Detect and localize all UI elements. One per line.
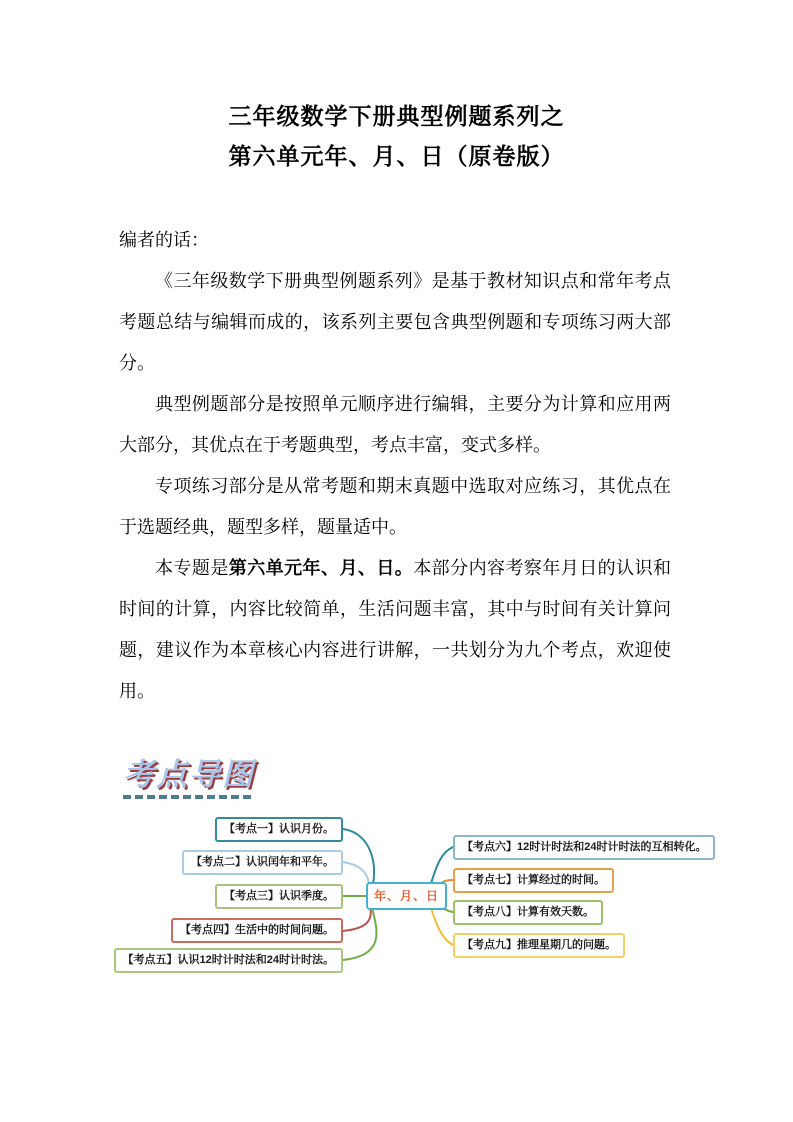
- page-title-line2: 第六单元年、月、日（原卷版）: [228, 143, 565, 169]
- editor-note-heading: 编者的话：: [119, 230, 209, 250]
- page-title-line1: 三年级数学下册典型例题系列之: [228, 103, 565, 129]
- paragraph-series-intro: 《三年级数学下册典型例题系列》是基于教材知识点和常年考点考题总结与编辑而成的，该系列主要包含典型例题和专项练习两大部分。: [119, 271, 671, 373]
- editor-note: [119, 220, 671, 712]
- paragraph-typical-examples: 典型例题部分是按照单元顺序进行编辑，主要分为计算和应用两大部分，其优点在于考题典型，考点丰富，变式多样。: [119, 394, 671, 455]
- mindmap-node-topic9: [453, 933, 625, 958]
- mindmap-node-topic3: [215, 884, 343, 909]
- mindmap-node-topic8: [453, 900, 603, 925]
- mindmap-node-label: 【考点九】推理星期几的问题。: [462, 939, 616, 951]
- mindmap-root-node: [366, 882, 447, 910]
- mindmap-root-label: 年、月、日: [374, 889, 440, 903]
- mindmap-node-topic4: [171, 918, 343, 943]
- connector-topic1: [343, 829, 374, 887]
- mindmap-node-topic1: [215, 817, 343, 842]
- mindmap-node-label: 【考点二】认识闰年和平年。: [191, 856, 334, 868]
- mindmap-node-label: 【考点六】12时计时法和24时计时法的互相转化。: [462, 841, 707, 853]
- mindmap-node-label: 【考点八】计算有效天数。: [462, 906, 594, 918]
- mindmap-node-label: 【考点三】认识季度。: [224, 890, 334, 902]
- mindmap-node-topic7: [453, 868, 614, 893]
- mindmap-node-label: 【考点四】生活中的时间问题。: [180, 924, 334, 936]
- mindmap-section-heading: [123, 758, 255, 799]
- connector-topic5: [343, 907, 376, 960]
- mindmap: [120, 795, 720, 1000]
- mindmap-node-topic2: [182, 850, 343, 875]
- paragraph-unit-topic-prefix: 本专题是: [155, 558, 229, 578]
- page-title: [0, 0, 793, 176]
- paragraph-unit-topic: [119, 548, 671, 712]
- mindmap-section-title: 考点导图: [123, 757, 255, 793]
- mindmap-node-label: 【考点一】认识月份。: [224, 823, 334, 835]
- mindmap-node-label: 【考点七】计算经过的时间。: [462, 874, 605, 886]
- mindmap-node-label: 【考点五】认识12时计时法和24时计时法。: [122, 954, 334, 966]
- mindmap-node-topic6: [453, 835, 715, 860]
- paragraph-unit-topic-rest: 本部分内容考察年月日的认识和时间的计算，内容比较简单，生活问题丰富，其中与时间有关计算问题，建议作为本章核心内容进行讲解，一共划分为九个考点，欢迎使用。: [119, 558, 672, 701]
- paragraph-unit-topic-bold: 第六单元年、月、日。: [228, 558, 414, 578]
- paragraph-special-practice: 专项练习部分是从常考题和期末真题中选取对应练习，其优点在于选题经典，题型多样，题量适中。: [119, 476, 671, 537]
- mindmap-node-topic5: [114, 948, 343, 973]
